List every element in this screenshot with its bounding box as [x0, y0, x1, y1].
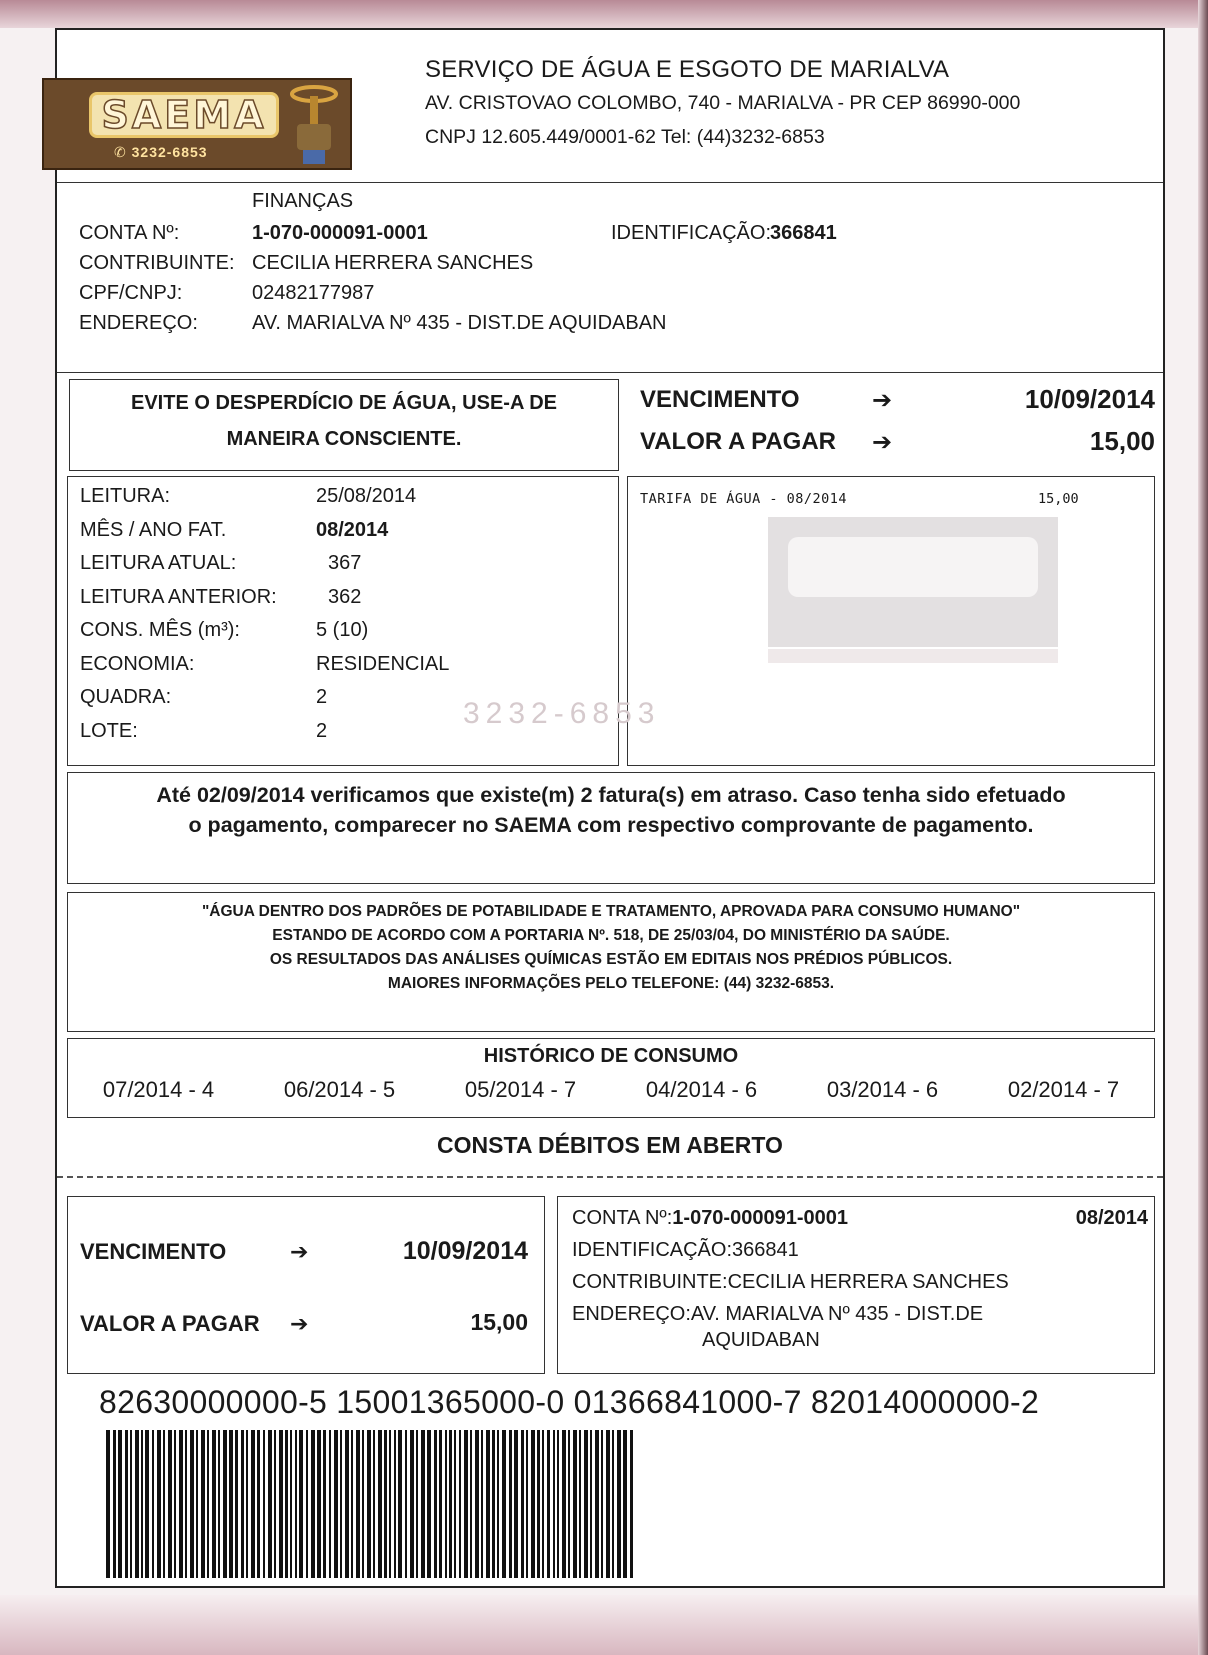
- barcode-bar: [553, 1430, 555, 1578]
- barcode-bar: [362, 1430, 364, 1578]
- stub-conta-label: CONTA Nº:: [572, 1207, 673, 1229]
- barcode-bar: [279, 1430, 283, 1578]
- history-box: [67, 1038, 1155, 1118]
- quality-line-4: MAIORES INFORMAÇÕES PELO TELEFONE: (44) 3232-6853.: [387, 975, 835, 992]
- barcode-bar: [497, 1430, 499, 1578]
- barcode-bar: [340, 1430, 342, 1578]
- barcode-bar: [196, 1430, 198, 1578]
- barcode-bar: [612, 1430, 614, 1578]
- barcode-bar: [434, 1430, 437, 1578]
- stub-valor-value: 15,00: [470, 1309, 528, 1335]
- endereco-value: AV. MARIALVA Nº 435 - DIST.DE AQUIDABAN: [252, 312, 667, 334]
- barcode-bar: [617, 1430, 621, 1578]
- stub-conta: [572, 1207, 848, 1230]
- barcode-bar: [384, 1430, 387, 1578]
- barcode-bar: [141, 1430, 143, 1578]
- barcode: [102, 1430, 812, 1578]
- barcode-bar: [306, 1430, 308, 1578]
- barcode-bar: [439, 1430, 442, 1578]
- reading-value: 367: [328, 552, 362, 574]
- barcode-bar: [274, 1430, 276, 1578]
- stub-conta-value: 1-070-000091-0001: [672, 1207, 848, 1229]
- history-item: 04/2014 - 6: [645, 1077, 758, 1102]
- barcode-bar: [118, 1430, 122, 1578]
- barcode-bar: [345, 1430, 349, 1578]
- stub-endereco-line-2: AQUIDABAN: [702, 1329, 820, 1351]
- watermark-phone: 3232-6853: [463, 697, 661, 730]
- stub-ident: [572, 1239, 799, 1262]
- reading-label: ECONOMIA:: [80, 652, 195, 675]
- quality-line-1: "ÁGUA DENTRO DOS PADRÕES DE POTABILIDADE E TRATAMENTO, APROVADA PARA CONSUMO HUMANO": [201, 903, 1021, 920]
- debts-notice: CONSTA DÉBITOS EM ABERTO: [437, 1132, 783, 1158]
- barcode-bar: [356, 1430, 360, 1578]
- barcode-bar: [212, 1430, 216, 1578]
- conta-label: CONTA Nº:: [79, 222, 180, 244]
- barcode-bar: [378, 1430, 382, 1578]
- stub-endereco: [572, 1303, 983, 1326]
- overdue-line-1: Até 02/09/2014 verificamos que existe(m) 2 fatura(s) em atraso. Caso tenha sido efetuado: [156, 783, 1066, 807]
- contrib-label: CONTRIBUINTE:: [79, 252, 235, 274]
- notice-line-1: EVITE O DESPERDÍCIO DE ÁGUA, USE-A DE: [131, 392, 557, 414]
- barcode-bar: [502, 1430, 506, 1578]
- barcode-bar: [421, 1430, 425, 1578]
- barcode-bar: [201, 1430, 205, 1578]
- barcode-bar: [135, 1430, 139, 1578]
- barcode-bar: [531, 1430, 535, 1578]
- barcode-bar: [285, 1430, 288, 1578]
- reading-label: MÊS / ANO FAT.: [80, 518, 227, 541]
- barcode-bar: [168, 1430, 172, 1578]
- barcode-bar: [290, 1430, 292, 1578]
- barcode-bar: [521, 1430, 524, 1578]
- tariff-box: [463, 476, 1155, 766]
- company-cnpj-phone: CNPJ 12.605.449/0001-62 Tel: (44)3232-6853: [425, 126, 825, 148]
- department: FINANÇAS: [252, 190, 354, 212]
- barcode-bar: [410, 1430, 414, 1578]
- history-item: 02/2014 - 7: [1007, 1077, 1120, 1102]
- barcode-bar: [157, 1430, 161, 1578]
- barcode-bar: [405, 1430, 407, 1578]
- saema-logo: [42, 78, 352, 170]
- arrow-icon: ➔: [290, 1311, 309, 1336]
- barcode-bar: [579, 1430, 581, 1578]
- barcode-bar: [323, 1430, 326, 1578]
- endereco-label: ENDEREÇO:: [79, 312, 198, 334]
- stub-payment-box: [67, 1196, 545, 1374]
- stub-account-box: [557, 1196, 1155, 1374]
- reading-value: 08/2014: [316, 518, 389, 541]
- valor-label: VALOR A PAGAR: [640, 428, 836, 455]
- stub-endereco-label: ENDEREÇO:: [572, 1303, 691, 1325]
- barcode-bar: [389, 1430, 391, 1578]
- stub-contrib-value: CECILIA HERRERA SANCHES: [727, 1271, 1009, 1293]
- barcode-bar: [416, 1430, 418, 1578]
- history-item: 07/2014 - 4: [102, 1077, 215, 1102]
- history-list: [68, 1077, 1154, 1103]
- logo-badge: [89, 92, 279, 138]
- barcode-bar: [185, 1430, 187, 1578]
- ident-value: 366841: [770, 222, 837, 244]
- barcode-bar: [251, 1430, 255, 1578]
- ident-label: IDENTIFICAÇÃO:: [611, 222, 772, 244]
- logo-phone: ✆ 3232-6853: [114, 144, 208, 160]
- overdue-line-2: o pagamento, comparecer no SAEMA com respectivo comprovante de pagamento.: [188, 813, 1034, 837]
- barcode-bar: [464, 1430, 468, 1578]
- water-bill: [55, 28, 1165, 1588]
- stub-vencimento-value: 10/09/2014: [402, 1237, 528, 1265]
- barcode-bar: [125, 1430, 128, 1578]
- reading-value: 2: [316, 686, 328, 708]
- barcode-bar: [449, 1430, 452, 1578]
- notice-box: [69, 379, 619, 471]
- barcode-bar: [218, 1430, 220, 1578]
- barcode-bar: [223, 1430, 227, 1578]
- barcode-bar: [475, 1430, 479, 1578]
- reading-label: LEITURA:: [80, 485, 171, 507]
- barcode-bar: [573, 1430, 577, 1578]
- reading-label: LOTE:: [80, 719, 138, 742]
- reading-label: QUADRA:: [80, 686, 172, 708]
- barcode-bar: [595, 1430, 599, 1578]
- barcode-number: 82630000000-5 15001365000-0 01366841000-7 82014000000-2: [99, 1384, 1040, 1420]
- barcode-bar: [329, 1430, 331, 1578]
- barcode-bar: [257, 1430, 260, 1578]
- stub-vencimento-label: VENCIMENTO: [80, 1239, 227, 1264]
- reading-label: LEITURA ANTERIOR:: [80, 585, 277, 608]
- history-item: 05/2014 - 7: [464, 1077, 577, 1102]
- barcode-bar: [537, 1430, 540, 1578]
- quality-box: [67, 892, 1155, 1032]
- reading-label: CONS. MÊS (m³):: [80, 619, 240, 641]
- barcode-bar: [398, 1430, 402, 1578]
- vencimento-label: VENCIMENTO: [640, 386, 800, 413]
- barcode-bar: [481, 1430, 483, 1578]
- barcode-bar: [311, 1430, 315, 1578]
- barcode-bar: [514, 1430, 518, 1578]
- barcode-bar: [179, 1430, 183, 1578]
- stub-ident-value: 366841: [732, 1239, 799, 1261]
- barcode-bar: [190, 1430, 194, 1578]
- barcode-bar: [263, 1430, 265, 1578]
- stub-contrib: [572, 1271, 1009, 1294]
- barcode-bar: [568, 1430, 570, 1578]
- cpf-value: 02482177987: [252, 282, 375, 304]
- history-item: 03/2014 - 6: [826, 1077, 939, 1102]
- barcode-bar: [373, 1430, 375, 1578]
- barcode-bar: [130, 1430, 132, 1578]
- arrow-icon: ➔: [290, 1239, 309, 1264]
- barcode-bar: [601, 1430, 603, 1578]
- barcode-bar: [113, 1430, 116, 1578]
- barcode-bar: [590, 1430, 592, 1578]
- barcode-bar: [623, 1430, 627, 1578]
- reading-value: 5 (10): [316, 619, 369, 641]
- stub-contrib-label: CONTRIBUINTE:: [572, 1271, 728, 1293]
- history-item: 06/2014 - 5: [283, 1077, 396, 1102]
- stub-valor-label: VALOR A PAGAR: [80, 1311, 260, 1336]
- tariff-value: 15,00: [1038, 491, 1079, 507]
- barcode-bar: [295, 1430, 297, 1578]
- barcode-bar: [454, 1430, 456, 1578]
- stub-ident-label: IDENTIFICAÇÃO:: [572, 1239, 733, 1261]
- barcode-bar: [145, 1430, 149, 1578]
- barcode-bar: [152, 1430, 154, 1578]
- cpf-label: CPF/CNPJ:: [79, 282, 183, 304]
- company-name: SERVIÇO DE ÁGUA E ESGOTO DE MARIALVA: [425, 56, 950, 83]
- barcode-bar: [299, 1430, 303, 1578]
- stub-endereco-line-1: AV. MARIALVA Nº 435 - DIST.DE: [690, 1303, 984, 1325]
- barcode-bar: [526, 1430, 528, 1578]
- barcode-bar: [207, 1430, 209, 1578]
- barcode-bar: [486, 1430, 490, 1578]
- barcode-bar: [351, 1430, 353, 1578]
- contrib-value: CECILIA HERRERA SANCHES: [252, 252, 534, 274]
- barcode-bar: [445, 1430, 447, 1578]
- quality-line-3: OS RESULTADOS DAS ANÁLISES QUÍMICAS ESTÃO EM EDITAIS NOS PRÉDIOS PÚBLICOS.: [269, 951, 953, 968]
- barcode-bar: [470, 1430, 472, 1578]
- barcode-bar: [367, 1430, 371, 1578]
- scan-edge-right: [1198, 0, 1208, 1655]
- cut-line: [57, 1176, 1163, 1178]
- barcode-bar: [235, 1430, 238, 1578]
- barcode-bar: [334, 1430, 338, 1578]
- scan-edge-bottom: [0, 1595, 1208, 1655]
- barcode-bar: [268, 1430, 272, 1578]
- conta-value: 1-070-000091-0001: [252, 222, 428, 244]
- reading-value: 2: [316, 719, 328, 742]
- barcode-bar: [606, 1430, 610, 1578]
- company-address: AV. CRISTOVAO COLOMBO, 740 - MARIALVA - PR CEP 86990-000: [425, 92, 1021, 114]
- notice-line-2: MANEIRA CONSCIENTE.: [226, 428, 462, 450]
- overdue-box: [67, 772, 1155, 884]
- barcode-bar: [562, 1430, 566, 1578]
- reading-value: 25/08/2014: [316, 485, 417, 507]
- barcode-bar: [547, 1430, 550, 1578]
- watermark-logo: [768, 517, 1058, 687]
- arrow-icon: ➔: [872, 429, 893, 456]
- barcode-bar: [584, 1430, 588, 1578]
- history-title: HISTÓRICO DE CONSUMO: [483, 1045, 739, 1067]
- barcode-bar: [492, 1430, 495, 1578]
- barcode-bar: [241, 1430, 244, 1578]
- divider: [57, 182, 1163, 183]
- barcode-bar: [246, 1430, 248, 1578]
- barcode-bar: [630, 1430, 633, 1578]
- barcode-bar: [106, 1430, 110, 1578]
- barcode-bar: [394, 1430, 396, 1578]
- scan-edge-top: [0, 0, 1208, 28]
- barcode-bar: [174, 1430, 176, 1578]
- stub-month: 08/2014: [1075, 1207, 1148, 1229]
- valve-icon: [289, 84, 339, 168]
- valor-value: 15,00: [1089, 426, 1155, 456]
- barcode-bar: [542, 1430, 544, 1578]
- reading-label: LEITURA ATUAL:: [80, 552, 237, 574]
- divider: [57, 372, 1163, 373]
- tariff-label: TARIFA DE ÁGUA - 08/2014: [640, 491, 848, 507]
- barcode-bar: [163, 1430, 165, 1578]
- reading-value: 362: [328, 585, 362, 608]
- logo-text: SAEMA: [101, 93, 267, 137]
- barcode-bar: [427, 1430, 431, 1578]
- barcode-bar: [557, 1430, 559, 1578]
- quality-line-2: ESTANDO DE ACORDO COM A PORTARIA Nº. 518, DE 25/03/04, DO MINISTÉRIO DA SAÚDE.: [272, 927, 950, 944]
- arrow-icon: ➔: [872, 387, 893, 414]
- barcode-bar: [229, 1430, 233, 1578]
- barcode-bar: [459, 1430, 461, 1578]
- barcode-bar: [509, 1430, 512, 1578]
- vencimento-value: 10/09/2014: [1024, 384, 1155, 414]
- reading-value: RESIDENCIAL: [316, 652, 450, 675]
- barcode-bar: [317, 1430, 321, 1578]
